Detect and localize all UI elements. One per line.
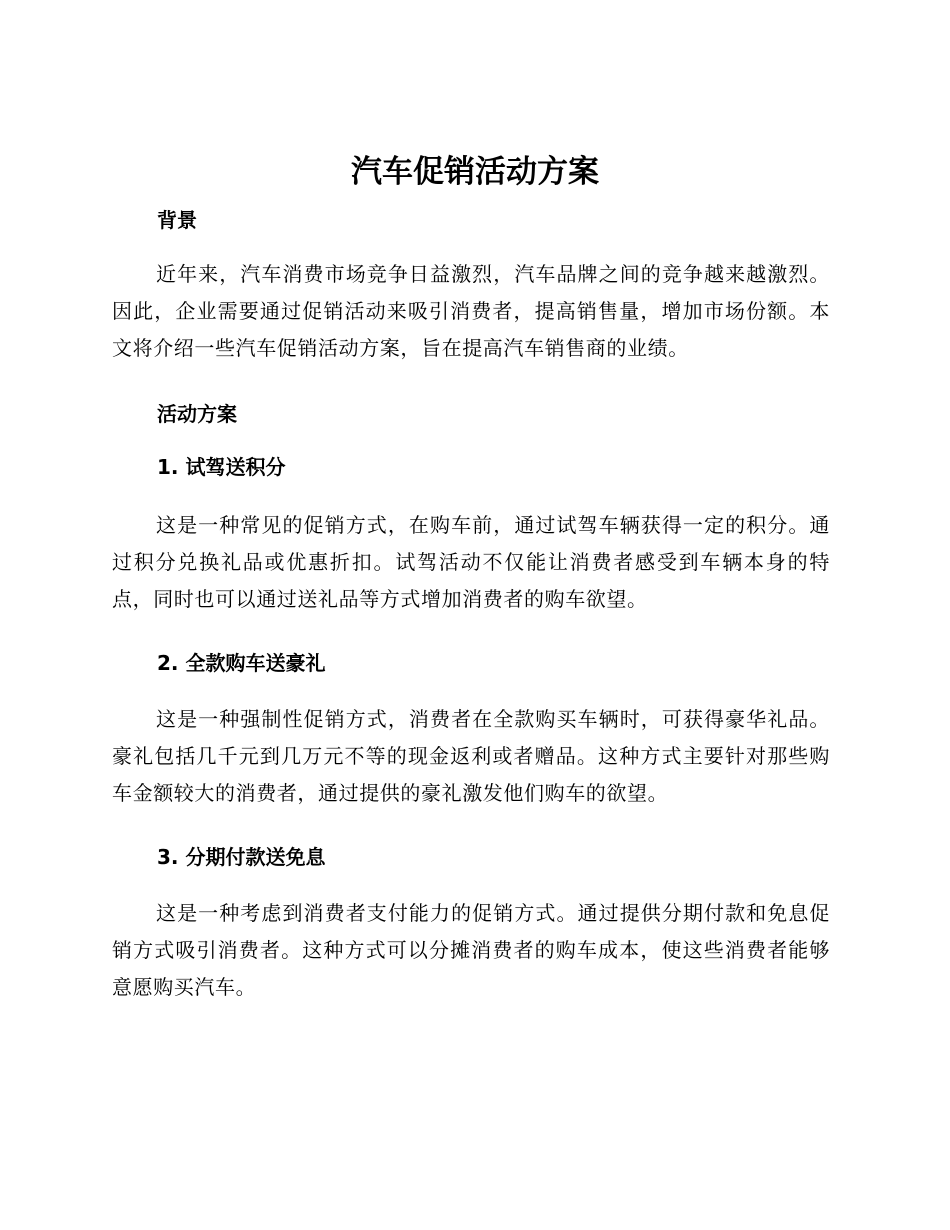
section-heading-activity-plan: 活动方案 [157, 402, 237, 426]
document-title: 汽车促销活动方案 [351, 154, 599, 190]
subheading-installment-interest-free: 3. 分期付款送免息 [157, 845, 326, 869]
paragraph-installment-interest-free: 这是一种考虑到消费者支付能力的促销方式。通过提供分期付款和免息促销方式吸引消费者。这种方式可以分摊消费者的购车成本，使这些消费者能够意愿购买汽车。 [112, 901, 830, 999]
subheading-full-payment-gift: 2. 全款购车送豪礼 [157, 651, 326, 675]
paragraph-full-payment-gift: 这是一种强制性促销方式，消费者在全款购买车辆时，可获得豪华礼品。豪礼包括几千元到几万元不等的现金返利或者赠品。这种方式主要针对那些购车金额较大的消费者，通过提供的豪礼激发他们购车的欲望。 [112, 707, 830, 805]
paragraph-test-drive-points: 这是一种常见的促销方式，在购车前，通过试驾车辆获得一定的积分。通过积分兑换礼品或优惠折扣。试驾活动不仅能让消费者感受到车辆本身的特点，同时也可以通过送礼品等方式增加消费者的购车欲望。 [112, 513, 830, 611]
paragraph-background: 近年来，汽车消费市场竞争日益激烈，汽车品牌之间的竞争越来越激烈。因此，企业需要通过促销活动来吸引消费者，提高销售量，增加市场份额。本文将介绍一些汽车促销活动方案，旨在提高汽车销售商的业绩。 [112, 262, 830, 360]
section-heading-background: 背景 [157, 208, 197, 232]
subheading-test-drive-points: 1. 试驾送积分 [157, 455, 286, 479]
